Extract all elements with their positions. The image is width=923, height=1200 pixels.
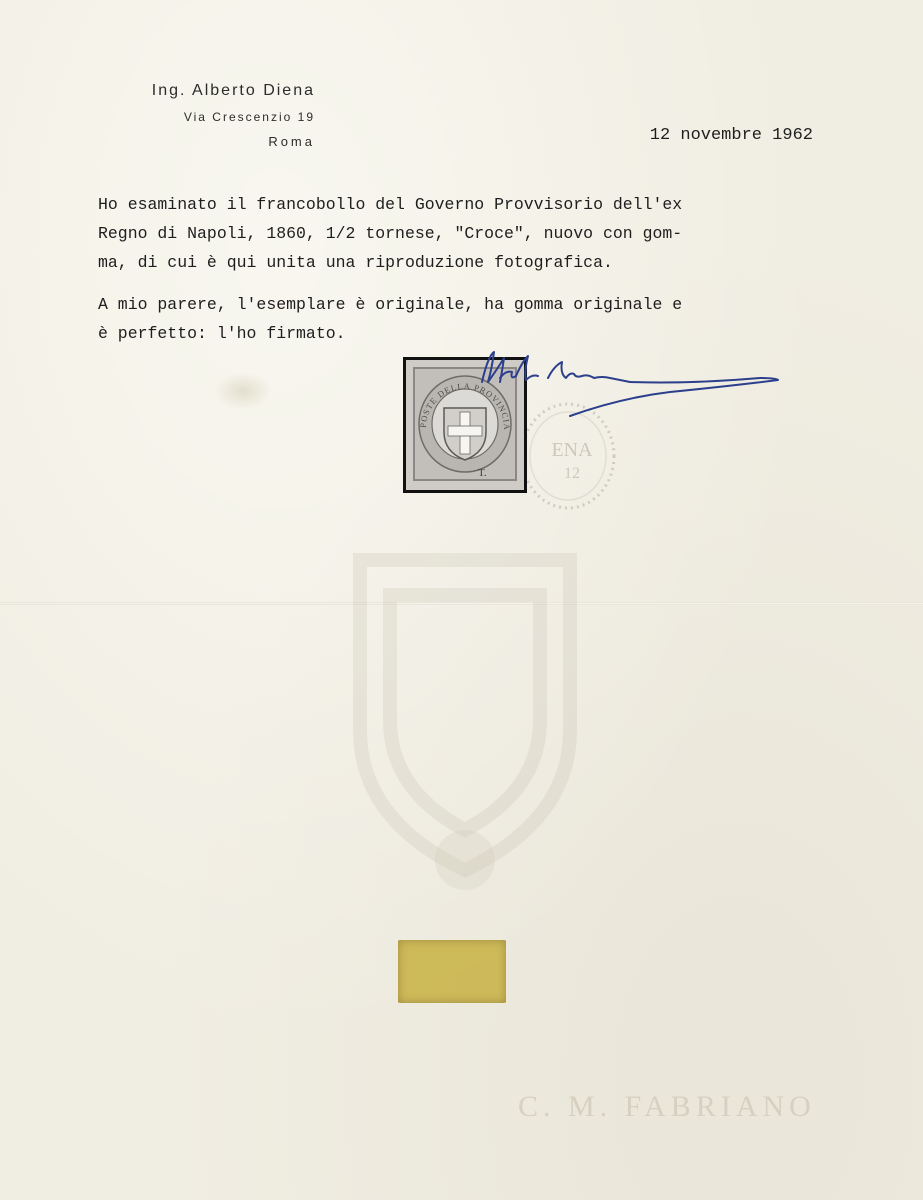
- letterhead: [152, 82, 315, 149]
- paper-blot: [214, 372, 272, 410]
- paper-watermark: C. M. FABRIANO: [518, 1090, 816, 1123]
- stamp-inscription: POSTE DELLA PROVINCIA: [417, 380, 513, 431]
- seal-text-line: ENA: [551, 439, 593, 461]
- tape-residue: [398, 940, 506, 1003]
- seal-text-line: 12: [564, 465, 580, 482]
- letterhead-city: Roma: [268, 134, 315, 149]
- signature: [470, 348, 790, 418]
- letter-body: [98, 190, 818, 361]
- paragraph-1: [98, 190, 818, 277]
- body-line: Ho esaminato il francobollo del Governo Provvisorio dell'ex: [98, 195, 683, 214]
- body-line: Regno di Napoli, 1860, 1/2 tornese, "Croce", nuovo con gom-: [98, 224, 683, 243]
- body-line: ma, di cui è qui unita una riproduzione fotografica.: [98, 253, 613, 272]
- watermark-shield: [300, 520, 630, 900]
- letterhead-street: Via Crescenzio 19: [183, 110, 315, 124]
- stamp-value-mark: T.: [478, 467, 487, 479]
- letter-date: 12 novembre 1962: [649, 126, 813, 145]
- paragraph-2: [98, 290, 818, 348]
- body-line: è perfetto: l'ho firmato.: [98, 324, 346, 343]
- letterhead-name: Ing. Alberto Diena: [151, 82, 315, 99]
- body-line: A mio parere, l'esemplare è originale, ha gomma originale e: [98, 295, 683, 314]
